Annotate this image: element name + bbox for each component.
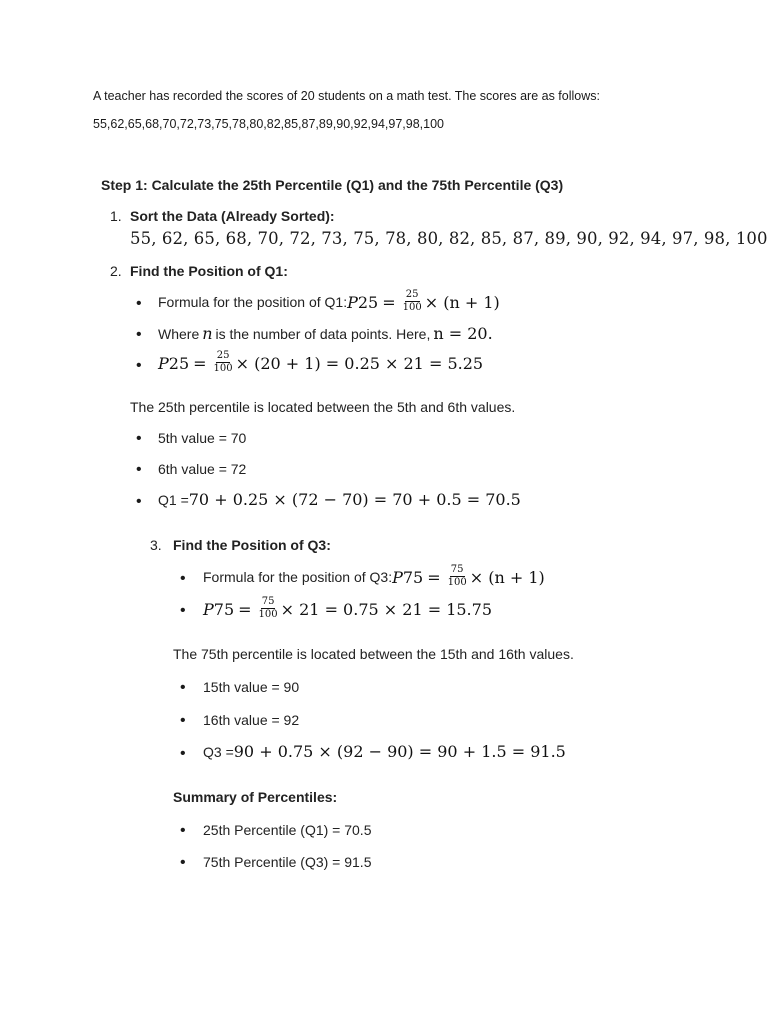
bullet: •	[136, 430, 142, 447]
q1-formula-rest: × (n + 1)	[424, 292, 500, 312]
q1-formula-p: P	[347, 292, 358, 312]
item2-number: 2.	[110, 263, 122, 279]
sorted-data: 55, 62, 65, 68, 70, 72, 73, 75, 78, 80, 82, 85, 87, 89, 90, 92, 94, 97, 98, 100	[130, 229, 768, 248]
q3-located-text: The 75th percentile is located between the 15th and 16th values.	[173, 646, 574, 662]
bullet: •	[136, 357, 142, 374]
bullet: •	[136, 326, 142, 343]
scores-list: 55,62,65,68,70,72,73,75,78,80,82,85,87,89,90,92,94,97,98,100	[93, 117, 445, 131]
q3-calc: P 75 = $\frac{75}{100}$ × 21 = 0.75 × 21 = 15.75	[203, 595, 492, 620]
bullet: •	[180, 712, 186, 729]
item1-title: Sort the Data (Already Sorted):	[130, 208, 335, 224]
where-n-line: Where n is the number of data points. Here, n = 20.	[158, 324, 493, 343]
q1-formula-fraction: $\frac{25}{100}$	[402, 288, 422, 313]
q1-result: Q1 = 70 + 0.25 × (72 − 70) = 70 + 0.5 = 70.5	[158, 490, 521, 509]
bullet: •	[180, 679, 186, 696]
bullet: •	[180, 822, 186, 839]
bullet: •	[136, 493, 142, 510]
item3-title: Find the Position of Q3:	[173, 537, 331, 553]
summary-title: Summary of Percentiles:	[173, 789, 338, 805]
q3-value-16th: 16th value = 92	[203, 712, 300, 728]
bullet: •	[180, 745, 186, 762]
bullet: •	[136, 461, 142, 478]
q1-calc: P 25 = $\frac{25}{100}$ × (20 + 1) = 0.25 × 21 = 5.25	[158, 349, 484, 374]
q3-result: Q3 = 90 + 0.75 × (92 − 90) = 90 + 1.5 = 91.5	[203, 742, 566, 761]
bullet: •	[180, 854, 186, 871]
item2-title: Find the Position of Q1:	[130, 263, 288, 279]
bullet: •	[180, 602, 186, 619]
q1-formula-label: Formula for the position of Q1:	[158, 294, 348, 310]
q1-formula-sub: 25	[357, 292, 379, 312]
bullet: •	[180, 570, 186, 587]
q3-value-15th: 15th value = 90	[203, 679, 300, 695]
bullet: •	[136, 295, 142, 312]
item3-number: 3.	[150, 537, 162, 553]
q3-formula: Formula for the position of Q3: P 75 = $\frac{75}{100}$ × (n + 1)	[203, 563, 545, 588]
q1-value-6th: 6th value = 72	[158, 461, 247, 477]
q3-calc-fraction: $\frac{75}{100}$	[258, 595, 278, 620]
q3-formula-fraction: $\frac{75}{100}$	[447, 563, 467, 588]
q1-calc-fraction: $\frac{25}{100}$	[213, 349, 233, 374]
q1-value-5th: 5th value = 70	[158, 430, 247, 446]
q1-located-text: The 25th percentile is located between the 5th and 6th values.	[130, 399, 516, 415]
summary-q1: 25th Percentile (Q1) = 70.5	[203, 822, 372, 838]
problem-statement: A teacher has recorded the scores of 20 students on a math test. The scores are as follows:	[93, 89, 600, 103]
item1-number: 1.	[110, 208, 122, 224]
step1-heading: Step 1: Calculate the 25th Percentile (Q1) and the 75th Percentile (Q3)	[101, 177, 564, 193]
q1-formula: Formula for the position of Q1: P 25 = $\frac{25}{100}$ × (n + 1)	[158, 288, 500, 313]
summary-q3: 75th Percentile (Q3) = 91.5	[203, 854, 372, 870]
